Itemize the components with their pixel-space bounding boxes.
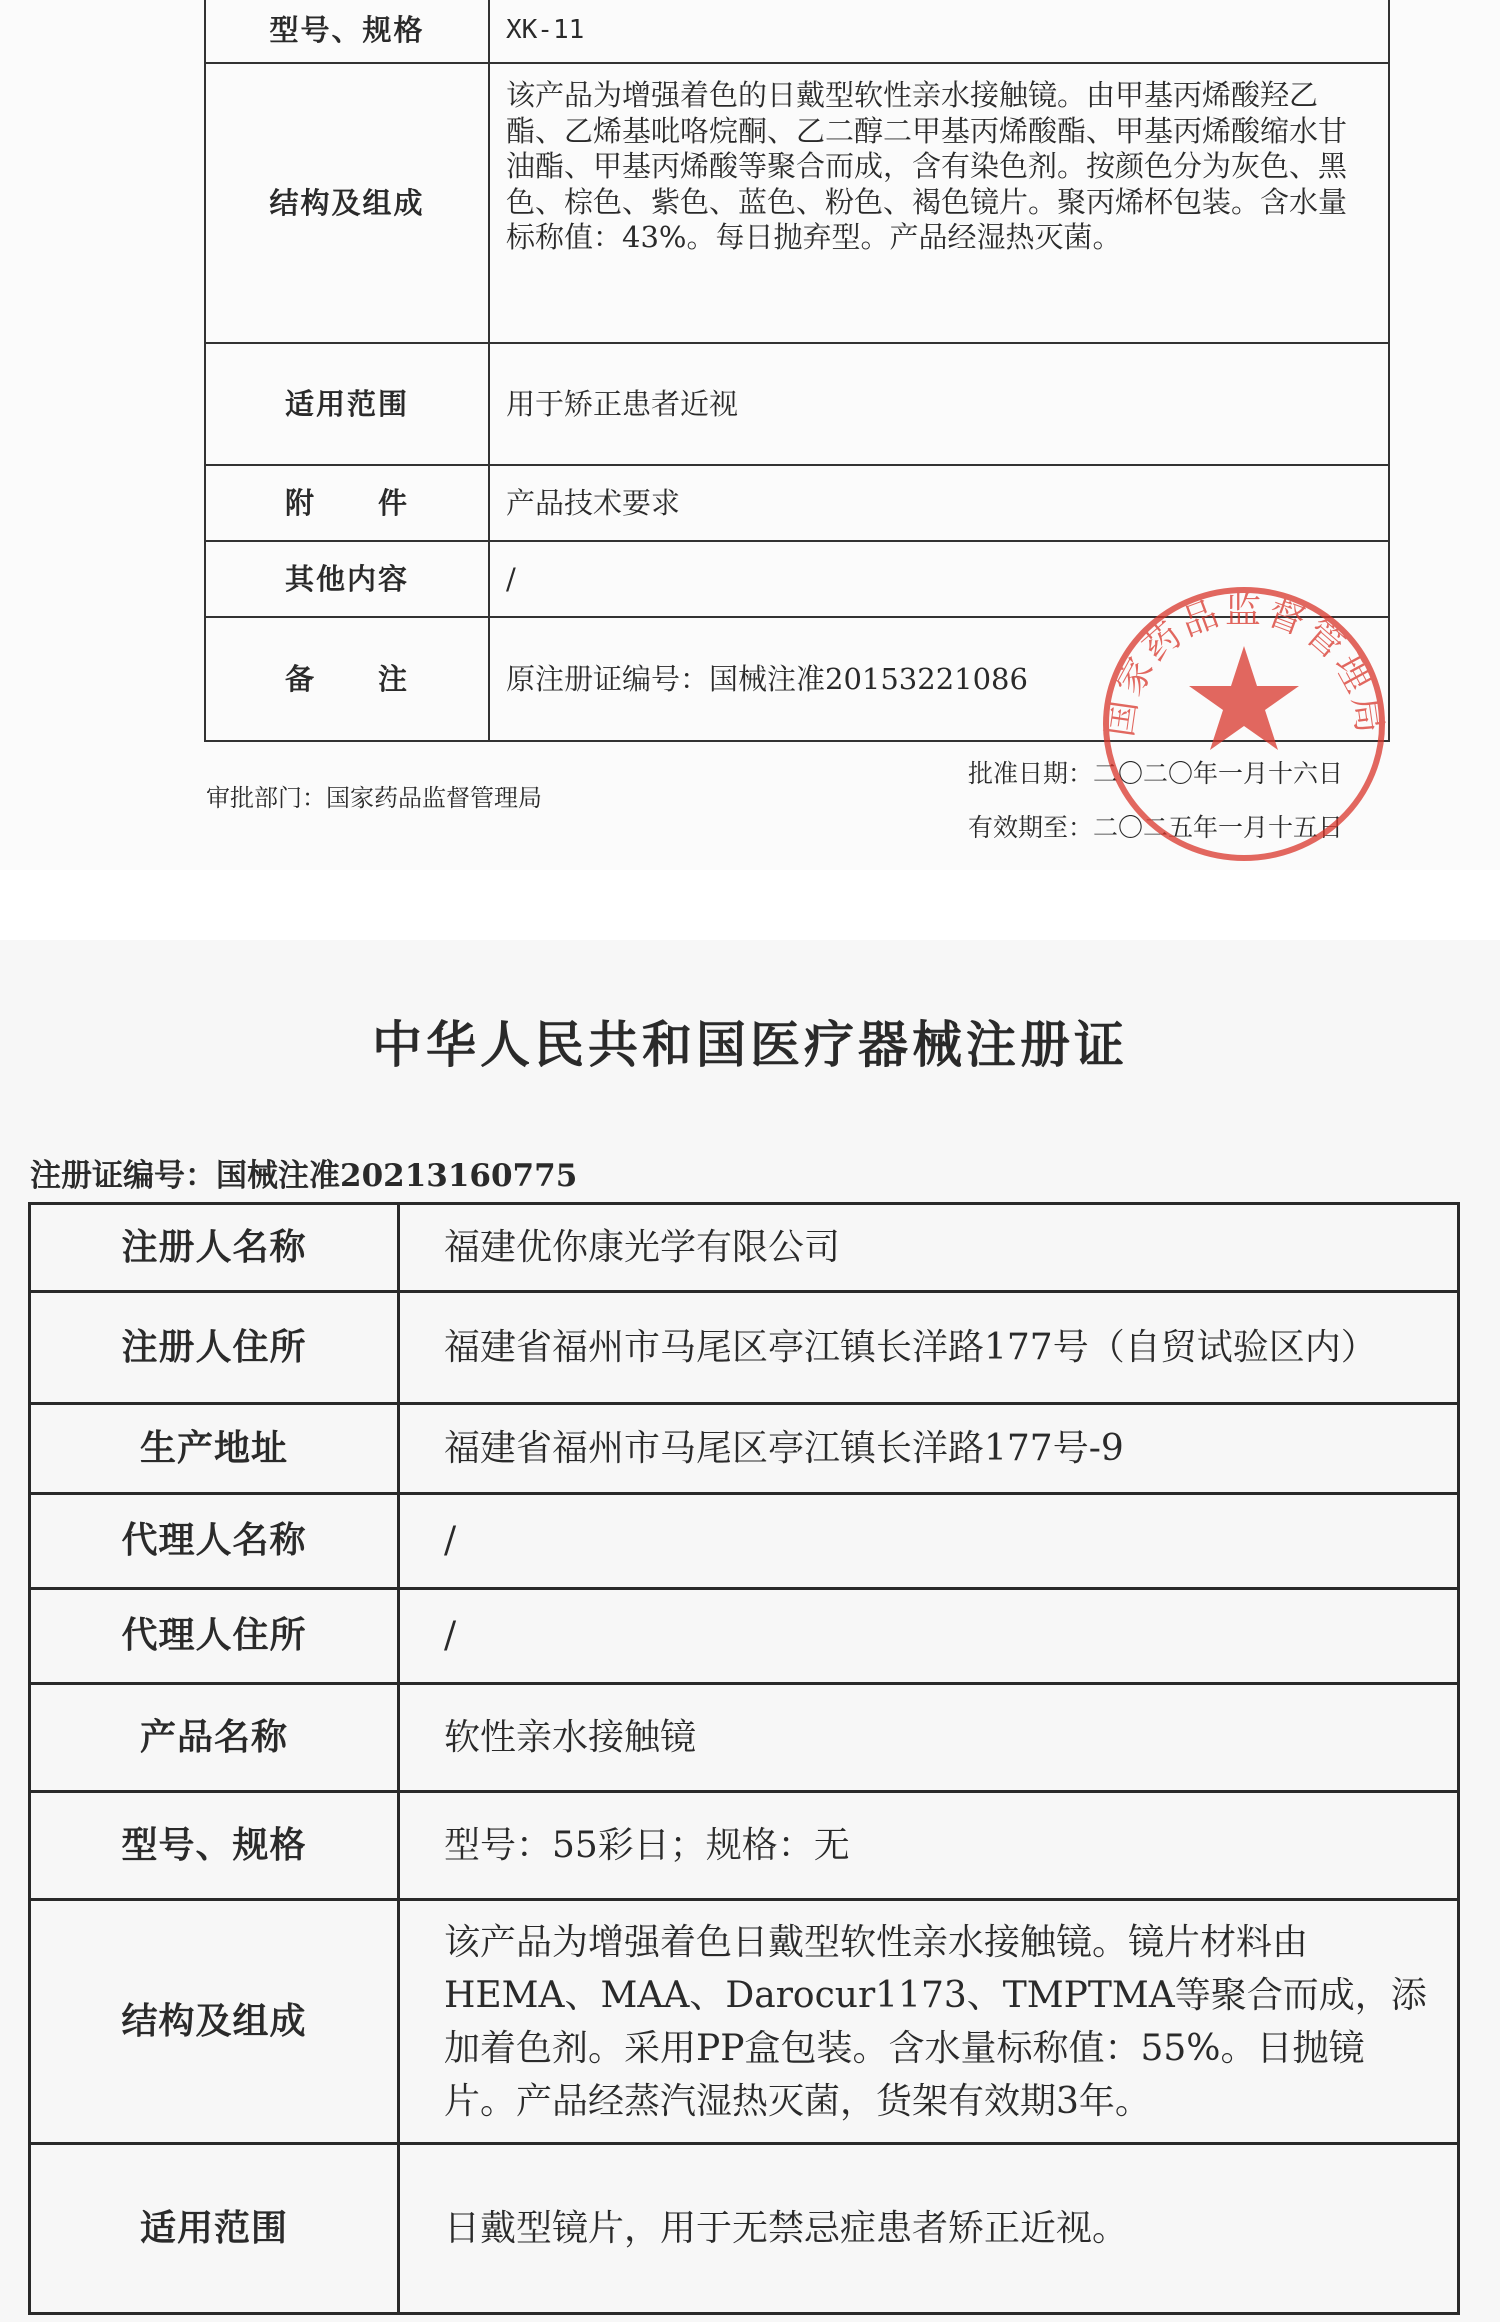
row-value-scope-of-use: 日戴型镜片，用于无禁忌症患者矫正近视。 xyxy=(399,2144,1459,2314)
table-row xyxy=(30,1404,1459,1494)
row-value-model-spec: 型号：55彩日；规格：无 xyxy=(399,1792,1459,1900)
table-row xyxy=(30,1292,1459,1404)
table-row xyxy=(205,343,1389,465)
row-label-remark: 备 注 xyxy=(205,617,489,741)
row-value-other: / xyxy=(489,541,1389,617)
valid-until: 有效期至：二〇二五年一月十五日 xyxy=(968,813,1344,842)
row-value-structure: 该产品为增强着色的日戴型软性亲水接触镜。由甲基丙烯酸羟乙酯、乙烯基吡咯烷酮、乙二醇二甲基丙烯酸酯、甲基丙烯酸缩水甘油酯、甲基丙烯酸等聚合而成，含有染色剂。按颜色分为灰色、黑色、棕色、紫色、蓝色、粉色、褐色镜片。聚丙烯杯包装。含水量标称值：43%。每日抛弃型。产品经湿热灭菌。 xyxy=(489,63,1389,343)
approval-department: 审批部门：国家药品监督管理局 xyxy=(206,784,542,812)
table-row xyxy=(30,1589,1459,1684)
row-value-agent-name: / xyxy=(399,1494,1459,1589)
row-value-model: XK-11 xyxy=(489,0,1389,63)
row-value-remark: 原注册证编号：国械注准20153221086 xyxy=(489,617,1389,741)
row-value-registrant-name: 福建优你康光学有限公司 xyxy=(399,1204,1459,1292)
row-label-structure: 结构及组成 xyxy=(205,63,489,343)
row-label-attachment: 附 件 xyxy=(205,465,489,541)
table-row xyxy=(205,0,1389,63)
row-label-registrant-name: 注册人名称 xyxy=(30,1204,399,1292)
approval-date: 批准日期：二〇二〇年一月十六日 xyxy=(968,759,1344,788)
row-label-model: 型号、规格 xyxy=(205,0,489,63)
svg-text:国家药品监督管理局: 国家药品监督管理局 xyxy=(1099,590,1391,740)
table-row xyxy=(205,465,1389,541)
registration-number: 注册证编号：国械注准20213160775 xyxy=(30,1158,578,1194)
row-label-registrant-address: 注册人住所 xyxy=(30,1292,399,1404)
row-label-production-address: 生产地址 xyxy=(30,1404,399,1494)
page-gap xyxy=(0,870,1500,940)
table-row xyxy=(205,63,1389,343)
row-value-production-address: 福建省福州市马尾区亭江镇长洋路177号-9 xyxy=(399,1404,1459,1494)
row-label-model-spec: 型号、规格 xyxy=(30,1792,399,1900)
row-label-scope: 适用范围 xyxy=(205,343,489,465)
row-label-scope-of-use: 适用范围 xyxy=(30,2144,399,2314)
table-row xyxy=(30,1684,1459,1792)
row-value-registrant-address: 福建省福州市马尾区亭江镇长洋路177号（自贸试验区内） xyxy=(399,1292,1459,1404)
table-row xyxy=(30,1494,1459,1589)
row-label-other: 其他内容 xyxy=(205,541,489,617)
row-value-attachment: 产品技术要求 xyxy=(489,465,1389,541)
row-value-product-name: 软性亲水接触镜 xyxy=(399,1684,1459,1792)
page-title: 中华人民共和国医疗器械注册证 xyxy=(372,1016,1128,1074)
row-value-scope: 用于矫正患者近视 xyxy=(489,343,1389,465)
row-label-composition: 结构及组成 xyxy=(30,1900,399,2144)
row-label-product-name: 产品名称 xyxy=(30,1684,399,1792)
bottom-certificate-page xyxy=(0,940,1500,2322)
top-certificate-page xyxy=(0,0,1500,870)
table-row xyxy=(30,1900,1459,2144)
bottom-certificate-table xyxy=(28,1202,1460,2315)
row-value-agent-address: / xyxy=(399,1589,1459,1684)
table-row xyxy=(30,2144,1459,2314)
official-seal-icon xyxy=(1094,574,1394,864)
row-label-agent-address: 代理人住所 xyxy=(30,1589,399,1684)
table-row xyxy=(30,1204,1459,1292)
row-label-agent-name: 代理人名称 xyxy=(30,1494,399,1589)
row-value-composition: 该产品为增强着色日戴型软性亲水接触镜。镜片材料由HEMA、MAA、Darocur1173、TMPTMA等聚合而成，添加着色剂。采用PP盒包装。含水量标称值：55%。日抛镜片。产品经蒸汽湿热灭菌，货架有效期3年。 xyxy=(399,1900,1459,2144)
table-row xyxy=(30,1792,1459,1900)
